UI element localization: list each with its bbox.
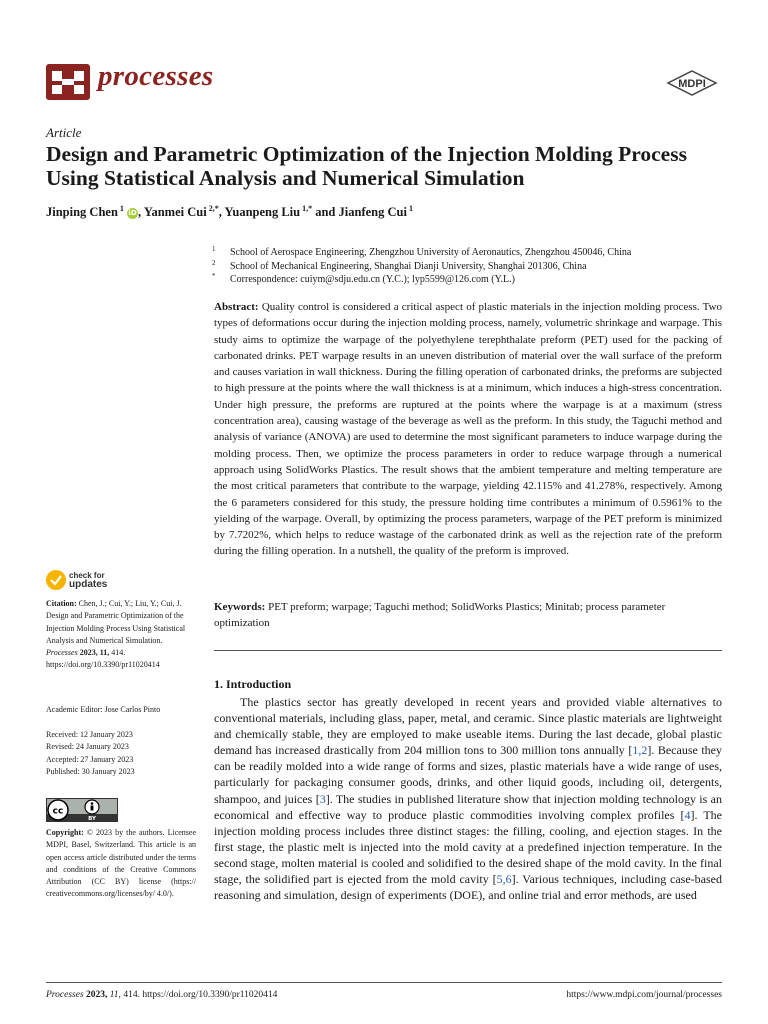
author-name: Jianfeng Cui (338, 205, 407, 220)
abstract (214, 299, 722, 560)
keywords (214, 599, 722, 632)
reference-link[interactable]: 3 (319, 791, 326, 806)
author-name: Jinping Chen (46, 205, 118, 220)
abstract-text: Quality control is considered a critical aspect of plastic materials in the injection molding process. Two types of deformations occur during the injection molding process, namely, volumetric shrinkage and warpage. This study aims to optimize the warpage of the polyethylene terephthalate preform (PET) used for the packing of carbonated drinks. PET warpage results in an uneven distribution of material over the wall surface of the preform and causes variation in wall thickness. During the filling operation of carbonated drinks, the preforms are subjected to high pressure at the points where the wall thickness is at a minimum, which induces a high-stress concentration. Under high pressure, the preforms are ruptured at the points where the warpage is at a maximum (stress concentration area), causing wastage of the beverage as well as the preform. In this study, the Taguchi method and analysis of variance (ANOVA) are used to determine the most significant parameters to induce warpage during the molding process. Then, we optimize the process parameters in order to reduce warpage through a numerical approach using SolidWorks Plastics. The result shows that the ambient temperature and melting temperature are the most critical parameters that contribute to the warpage, yielding 42.115% and 41.278%, respectively. Among the 6 parameters considered for this study, the pressure holding time contributes a minimum of 0.5961% to the yielding of the warpage. Overall, by optimizing the process parameters, warpage of the PET preform is minimized by 7.7202%, which helps to reduce wastage of the carbonated drink as well as the rejection rate of the preform during the filling operation. In a nutshell, the quality of the preform is improved. (214, 301, 723, 558)
author-separator: and (312, 205, 339, 220)
footer-divider (46, 982, 722, 983)
footer-volume: 11, (109, 990, 121, 1000)
dates-block (46, 729, 196, 778)
affiliation-item (212, 273, 732, 287)
affiliation-list (212, 246, 732, 287)
affiliation-text: Correspondence: cuiym@sdju.edu.cn (Y.C.); lyp5599@126.com (Y.L.) (230, 274, 515, 285)
academic-editor: Academic Editor: Jose Carlos Pinto (46, 705, 161, 714)
copyright-block (46, 827, 196, 901)
keywords-label: Keywords: (214, 601, 266, 613)
citation-block (46, 598, 196, 672)
citation-doi[interactable]: 414. https://doi.org/10.3390/pr11020414 (46, 648, 160, 670)
affiliation-item (212, 260, 732, 274)
footer-citation (46, 990, 277, 1000)
copyright-label: Copyright: (46, 828, 84, 837)
footer-journal-url[interactable]: https://www.mdpi.com/journal/processes (566, 990, 722, 1000)
section-title: 1. Introduction (214, 677, 292, 691)
paragraph-text: The plastics sector has greatly developed in recent years and provided viable alternatives to conventional materials, including glass, paper, metal, and ceramic. Since plastic materials are lightweight and chemically stable, they are employed to make useable items. During the last decade, global plastic demand has increased drastically from 204 million tons to 300 million tons annually [ (214, 695, 722, 758)
citation-journal: Processes (46, 648, 78, 658)
svg-text:cc: cc (52, 806, 64, 817)
paragraph-text: ]. The injection molding process includes three distinct stages: the filling, cooling, and ejection stages. In the first stage, the plastic melt is injected into the mold cavity at a predefined injection temperature. In the second stage, molten material is cooled and solidified to the desired shape of the mold cavity. In the final stage, the solidified part is ejected from the mold cavity [ (214, 807, 722, 887)
footer-doi[interactable]: 414. https://doi.org/10.3390/pr11020414 (123, 990, 278, 1000)
author-affiliation-mark: 1 (117, 204, 124, 213)
affiliation-text: School of Aerospace Engineering, Zhengzhou University of Aeronautics, Zhengzhou 450046, China (230, 247, 632, 258)
publisher-name: MDPI (678, 78, 706, 90)
reference-link[interactable]: 4 (684, 807, 691, 822)
abstract-label: Abstract: (214, 301, 259, 313)
affiliation-text: School of Mechanical Engineering, Shanghai Dianji University, Shanghai 201306, China (230, 260, 587, 272)
author-separator: , (138, 205, 144, 220)
cc-label: BY (88, 816, 96, 822)
publication-date: Published: 30 January 2023 (46, 766, 135, 776)
paragraph-text: ]. The studies in published literature show that injection molding technology is an economical and effective way to produce plastic commodities involving complex profiles [ (214, 791, 722, 822)
reference-link[interactable]: 1,2 (632, 743, 648, 758)
reference-link[interactable]: 5,6 (496, 872, 512, 887)
cc-by-license-icon[interactable] (46, 798, 118, 822)
introduction-paragraph (214, 694, 722, 903)
check-updates-line2: updates (69, 579, 108, 590)
author-separator: , (218, 205, 225, 220)
footer-year: 2023, (86, 990, 108, 1000)
footer-journal: Processes (46, 990, 84, 1000)
author-list (46, 204, 413, 220)
check-for-updates-button[interactable] (69, 571, 107, 589)
author-affiliation-mark: 2,* (206, 204, 219, 213)
citation-text: Chen, J.; Cui, Y.; Liu, Y.; Cui, J. Design and Parametric Optimization of the Injection Molding Process Using Statistical Analysis and Numerical Simulation. (46, 599, 186, 645)
keywords-text: PET preform; warpage; Taguchi method; SolidWorks Plastics; Minitab; process parameter optimization (214, 601, 666, 630)
orcid-icon[interactable]: iD (128, 209, 137, 218)
affiliation-mark: 1 (212, 245, 216, 253)
check-for-updates-icon[interactable] (46, 570, 66, 590)
paper-title: Design and Parametric Optimization of the Injection Molding Process Using Statistical Analysis and Numerical Simulation (46, 142, 687, 190)
affiliation-item (212, 246, 732, 260)
affiliation-mark: * (212, 272, 216, 280)
author-name: Yuanpeng Liu (224, 205, 301, 220)
citation-year-vol: 2023, 11, (79, 648, 110, 658)
journal-name: processes (98, 60, 214, 92)
journal-logo-icon (46, 62, 90, 102)
article-type: Article (46, 125, 82, 140)
mdpi-logo (666, 70, 718, 96)
publication-date: Revised: 24 January 2023 (46, 742, 129, 752)
paragraph-text: ]. Various techniques, including case-based reasoning and simulation, design of experiments (DOE), and online trial and error methods, are used (214, 872, 723, 903)
section-divider (214, 650, 722, 651)
check-updates-line1: check for (69, 571, 105, 580)
affiliation-mark: 2 (212, 258, 216, 267)
publication-date: Received: 12 January 2023 (46, 730, 133, 739)
publication-date: Accepted: 27 January 2023 (46, 754, 134, 764)
citation-label: Citation: (46, 599, 77, 608)
author-affiliation-mark: 1 (406, 204, 413, 213)
copyright-text: © 2023 by the authors. Licensee MDPI, Basel, Switzerland. This article is an open access article distributed under the terms and conditions of the Creative Commons Attribution (CC BY) license (https:// creativecommons.org/licenses/by/ 4.0/). (46, 828, 197, 899)
paragraph-text: ]. Because they can be readily molded into a wide range of forms and sizes, plastic materials have a wide range of uses, particularly for packaging consumer goods, drinks, and other liquid goods, including oil, detergents, shampoo, and juices [ (214, 743, 722, 806)
author-affiliation-mark: 1,* (300, 204, 313, 213)
author-name: Yanmei Cui (143, 205, 207, 220)
